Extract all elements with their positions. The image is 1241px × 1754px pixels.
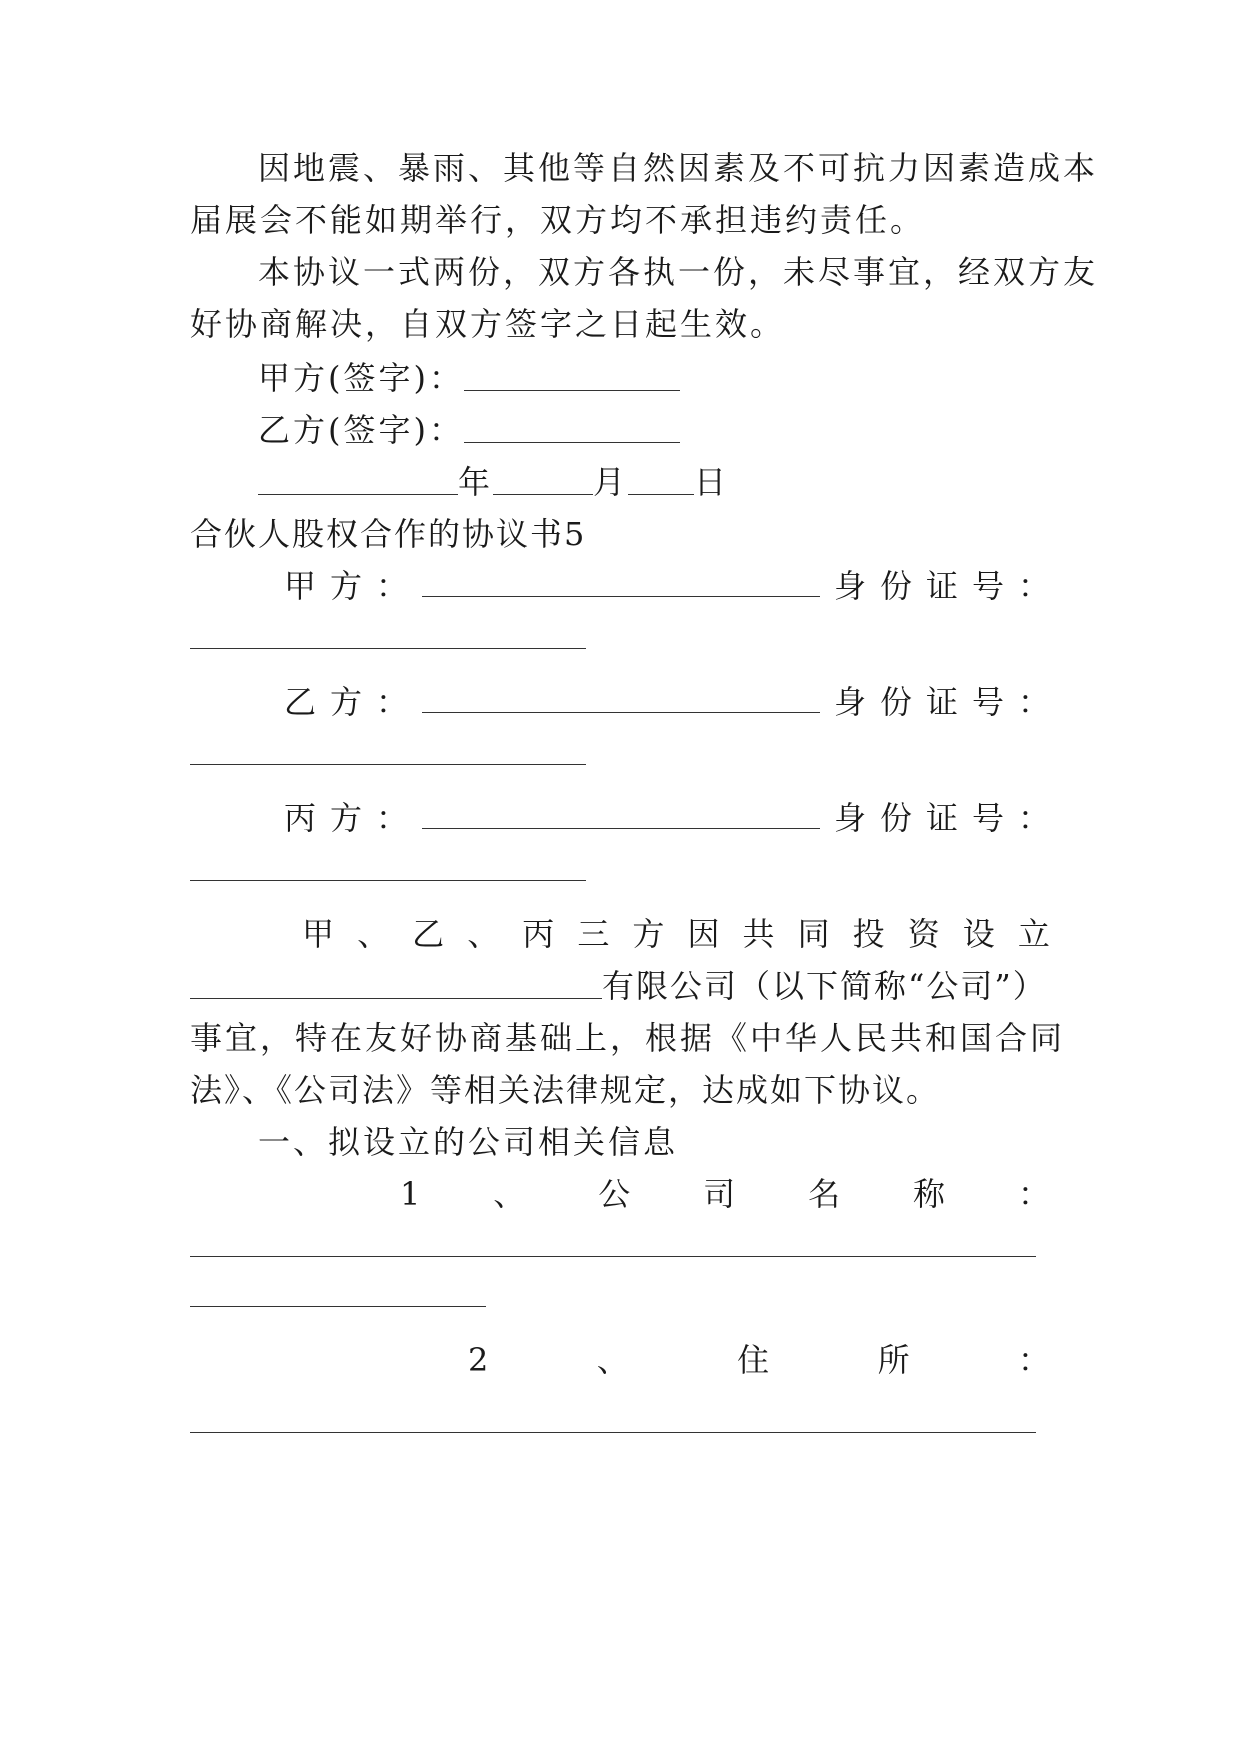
party-a-id-blank[interactable]: [190, 648, 586, 649]
year-blank[interactable]: [258, 462, 458, 495]
party-b-signature-blank[interactable]: [464, 410, 680, 443]
party-a-id-label-char: ：: [1017, 567, 1050, 605]
intro-char: 、: [467, 915, 500, 953]
party-b-id-label-char: 证: [925, 683, 958, 721]
party-a-id-label-char: 份: [879, 567, 912, 605]
party-b-id-label-char: ：: [1017, 683, 1050, 721]
intro-char: 方: [632, 915, 665, 953]
party-c-id-label-char: 份: [879, 799, 912, 837]
party-a-signature-line: [258, 356, 1050, 400]
company-suffix: 有限公司（以下简称“公司”）: [602, 967, 1047, 1005]
company-name-item-line: [400, 1172, 1050, 1216]
address-item-char: ：: [1017, 1341, 1050, 1379]
party-b-name-blank[interactable]: [422, 680, 820, 713]
month-label: 月: [593, 463, 629, 501]
party-b-label-char: 方: [330, 683, 363, 721]
intro-char: 因: [687, 915, 720, 953]
party-c-label-char: ：: [376, 799, 409, 837]
intro-line-3: 事宜，特在友好协商基础上，根据《中华人民共和国合同: [190, 1019, 1066, 1057]
company-name-item-char: 公: [598, 1175, 631, 1213]
party-a-line: [284, 564, 1050, 608]
party-a-label-char: 方: [330, 567, 363, 605]
force-majeure-line-1: 因地震、暴雨、其他等自然因素及不可抗力因素造成本: [258, 149, 1099, 187]
address-item-char: 所: [877, 1341, 910, 1379]
company-name-item-char: 、: [493, 1175, 526, 1213]
intro-char: 乙: [412, 915, 445, 953]
intro-char: 同: [797, 915, 830, 953]
party-b-id-blank[interactable]: [190, 764, 586, 765]
party-c-id-blank[interactable]: [190, 880, 586, 881]
company-name-item-char: 称: [913, 1175, 946, 1213]
company-name-item-char: ：: [1017, 1175, 1050, 1213]
party-b-id-label-char: 身: [833, 683, 866, 721]
party-c-id-label-char: ：: [1017, 799, 1050, 837]
party-a-signature-blank[interactable]: [464, 358, 680, 391]
intro-char: 、: [357, 915, 390, 953]
intro-char: 立: [1017, 915, 1050, 953]
party-a-name-blank[interactable]: [422, 564, 820, 597]
party-c-id-label-char: 身: [833, 799, 866, 837]
intro-line-1: [302, 912, 1050, 956]
company-name-item-char: 1: [400, 1175, 421, 1213]
copies-line-2: 好协商解决，自双方签字之日起生效。: [190, 305, 786, 343]
month-blank[interactable]: [493, 462, 593, 495]
day-blank[interactable]: [628, 462, 694, 495]
address-item-char: 、: [596, 1341, 629, 1379]
intro-char: 甲: [302, 915, 335, 953]
intro-line-4: 法》、《公司法》等相关法律规定，达成如下协议。: [190, 1071, 941, 1109]
party-b-signature-label: 乙方(签字)：: [258, 411, 464, 449]
intro-char: 资: [907, 915, 940, 953]
party-c-id-label-char: 证: [925, 799, 958, 837]
party-a-id-label-char: 身: [833, 567, 866, 605]
party-a-label-char: 甲: [284, 567, 317, 605]
party-b-id-label-char: 号: [971, 683, 1004, 721]
year-label: 年: [458, 463, 494, 501]
party-a-signature-label: 甲方(签字)：: [258, 359, 464, 397]
party-b-line: [284, 680, 1050, 724]
party-b-signature-line: [258, 408, 1050, 452]
company-name-item-char: 名: [808, 1175, 841, 1213]
intro-char: 丙: [522, 915, 555, 953]
intro-char: 投: [852, 915, 885, 953]
copies-line-1: 本协议一式两份，双方各执一份，未尽事宜，经双方友: [258, 253, 1099, 291]
party-c-label-char: 丙: [284, 799, 317, 837]
article-1-heading: 一、拟设立的公司相关信息: [258, 1123, 679, 1161]
force-majeure-line-2: 届展会不能如期举行，双方均不承担违约责任。: [190, 201, 926, 239]
intro-char: 设: [962, 915, 995, 953]
intro-char: 共: [742, 915, 775, 953]
party-c-label-char: 方: [330, 799, 363, 837]
date-line: [258, 460, 1050, 504]
company-name-blank-1[interactable]: [190, 1256, 1036, 1257]
address-item-line: [468, 1338, 1050, 1382]
company-name-blank[interactable]: [190, 966, 602, 999]
party-b-label-char: ：: [376, 683, 409, 721]
address-blank[interactable]: [190, 1432, 1036, 1433]
intro-line-2: [190, 964, 1050, 1008]
section-title: 合伙人股权合作的协议书5: [190, 515, 587, 553]
address-item-char: 住: [737, 1341, 770, 1379]
address-item-char: 2: [468, 1341, 489, 1379]
party-b-label-char: 乙: [284, 683, 317, 721]
party-a-id-label-char: 号: [971, 567, 1004, 605]
day-label: 日: [694, 463, 730, 501]
party-a-label-char: ：: [376, 567, 409, 605]
company-name-blank-2[interactable]: [190, 1306, 486, 1307]
party-c-line: [284, 796, 1050, 840]
party-c-id-label-char: 号: [971, 799, 1004, 837]
party-a-id-label-char: 证: [925, 567, 958, 605]
company-name-item-char: 司: [703, 1175, 736, 1213]
intro-char: 三: [577, 915, 610, 953]
party-c-name-blank[interactable]: [422, 796, 820, 829]
party-b-id-label-char: 份: [879, 683, 912, 721]
